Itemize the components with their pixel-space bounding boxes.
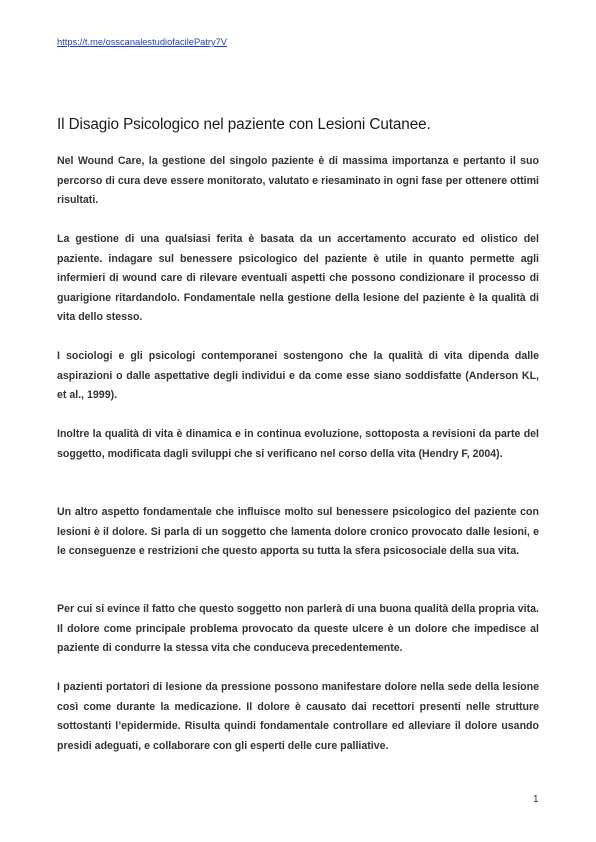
paragraph-quality-of-life: I sociologi e gli psicologi contemporanei sostengono che la qualità di vita dipenda dalle aspirazioni o dalle aspettative degli individui e da come esse siano soddisfatte (Anderson KL, et al., 1999).	[57, 350, 539, 401]
paragraph-pain: Un altro aspetto fondamentale che influisce molto sul benessere psicologico del paziente con lesioni è il dolore. Si parla di un soggetto che lamenta dolore cronico provocato dalle lesioni, e le conseguenze e restrizioni che questo apporta su tutta la sfera psicosociale della sua vita.	[57, 506, 539, 557]
paragraph-dynamic-quality: Inoltre la qualità di vita è dinamica e in continua evoluzione, sottoposta a revisioni da parte del soggetto, modificata dagli sviluppi che si verificano nel corso della vita (Hendry F, 2004).	[57, 428, 539, 460]
page-number: 1	[533, 794, 539, 805]
paragraph-assessment: La gestione di una qualsiasi ferita è basata da un accertamento accurato ed olistico del paziente. indagare sul benessere psicologico del paziente è utile in quanto permette agli infermieri di wound care di rilevare eventuali aspetti che possono condizionare il processo di guarigione ritardandolo. Fondamentale nella gestione della lesione del paziente è la qualità di vita dello stesso.	[57, 233, 539, 323]
paragraph-consequences: Per cui si evince il fatto che questo soggetto non parlerà di una buona qualità della propria vita. Il dolore come principale problema provocato da queste ulcere è un dolore che impedisce al paziente di condurre la stessa vita che conduceva precedentemente.	[57, 603, 539, 654]
document-title: Il Disagio Psicologico nel paziente con Lesioni Cutanee.	[57, 116, 431, 133]
paragraph-pressure-lesions: I pazienti portatori di lesione da pressione possono manifestare dolore nella sede della lesione così come durante la medicazione. Il dolore è causato dai recettori presenti nelle strutture sottostanti l’epidermide. Risulta quindi fondamentale controllare ed alleviare il dolore usando presidi adeguati, e collaborare con gli esperti delle cure palliative.	[57, 681, 539, 752]
paragraph-intro: Nel Wound Care, la gestione del singolo paziente è di massima importanza e pertanto il suo percorso di cura deve essere monitorato, valutato e riesaminato in ogni fase per ottenere ottimi risultati.	[57, 155, 539, 206]
telegram-link[interactable]: https://t.me/osscanalestudiofacilePatry7V	[57, 37, 228, 47]
